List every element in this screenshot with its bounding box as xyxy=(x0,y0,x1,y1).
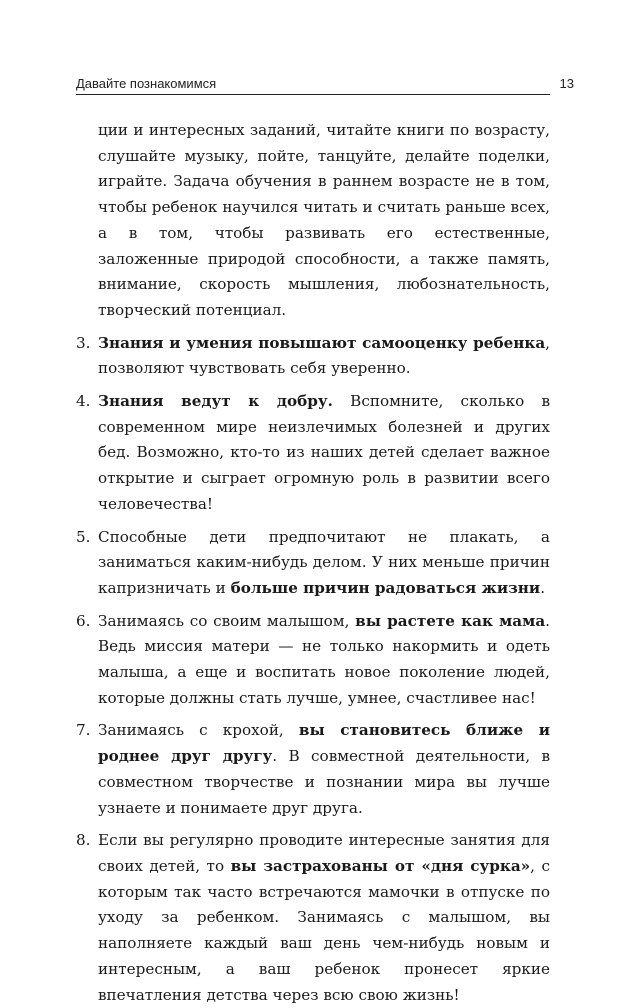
item-tail: , позволяют чувствовать себя уверенно. xyxy=(98,333,550,378)
item-number: 8. xyxy=(76,831,91,850)
item-bold: Знания и умения повышают самооценку ребенка xyxy=(98,333,546,352)
list-item-5 xyxy=(76,525,550,602)
item-tail: . xyxy=(540,578,546,597)
item-bold: вы растете как мама xyxy=(355,611,546,630)
item-text xyxy=(98,831,550,1003)
intro-paragraph: ции и интересных заданий, читайте книги по возрасту, слушайте музыку, пойте, танцуйте, делайте поделки, играйте. Задача обучения в раннем возрасте не в том, чтобы ребенок научился читать и считать раньше всех, а в том, чтобы развивать его естественные, заложенные природой способности, а также память, внимание, скорость мышления, любознательность, творческий потенциал. xyxy=(98,121,550,319)
list-item-6 xyxy=(76,609,550,712)
item-text xyxy=(98,528,550,597)
item-bold: больше причин радоваться жизни xyxy=(230,578,541,597)
item-bold: вы становитесь ближе и роднее друг другу xyxy=(98,721,550,766)
item-lead: Если вы регулярно проводите интересные занятия для своих детей, то xyxy=(98,831,550,875)
running-header xyxy=(76,74,574,98)
page-body xyxy=(76,118,550,1008)
item-tail: , с которым так часто встречаются мамочки в отпуске по уходу за ребенком. Занимаясь с малышом, вы наполняете каждый ваш день чем-нибудь новым и интересным, а ваш ребенок пронесет яркие впечатления детства через всю свою жизнь! xyxy=(98,856,550,1004)
list-item-4 xyxy=(76,389,550,518)
chapter-title: Давайте познакомимся xyxy=(76,76,217,91)
item-text xyxy=(98,334,550,378)
item-number: 4. xyxy=(76,392,91,411)
item-lead: Занимаясь с крохой, xyxy=(98,721,299,740)
header-rule xyxy=(76,94,550,95)
item-lead: Способные дети предпочитают не плакать, а заниматься каким-нибудь делом. У них меньше причин капризничать и xyxy=(98,527,550,597)
item-lead: Занимаясь со своим малышом, xyxy=(98,611,356,630)
item-text xyxy=(98,721,550,816)
item-number: 3. xyxy=(76,333,91,352)
list-item-8 xyxy=(76,828,550,1008)
list-item-7 xyxy=(76,718,550,821)
item-tail: . В совместной деятельности, в совместном творчестве и познании мира вы лучше узнаете и понимаете друг друга. xyxy=(98,747,551,817)
item-bold: вы застрахованы от «дня сурка» xyxy=(230,856,531,875)
list-item-3 xyxy=(76,331,550,382)
item-number: 5. xyxy=(76,527,91,546)
item-text xyxy=(98,392,550,513)
item-tail: Вспомните, сколько в современном мире неизлечимых болезней и других бед. Возможно, кто-то из наших детей сделает важное открытие и сыграет огромную роль в развитии всего человечества! xyxy=(98,392,551,513)
item-number: 7. xyxy=(76,721,91,740)
page-number: 13 xyxy=(559,76,574,91)
item-bold: Знания ведут к добру. xyxy=(98,392,333,411)
item-text xyxy=(98,612,550,707)
item-number: 6. xyxy=(76,611,91,630)
item-tail: . Ведь миссия матери — не только накормить и одеть малыша, а еще и воспитать новое поколение людей, которые должны стать лучше, умнее, счастливее нас! xyxy=(98,611,550,707)
